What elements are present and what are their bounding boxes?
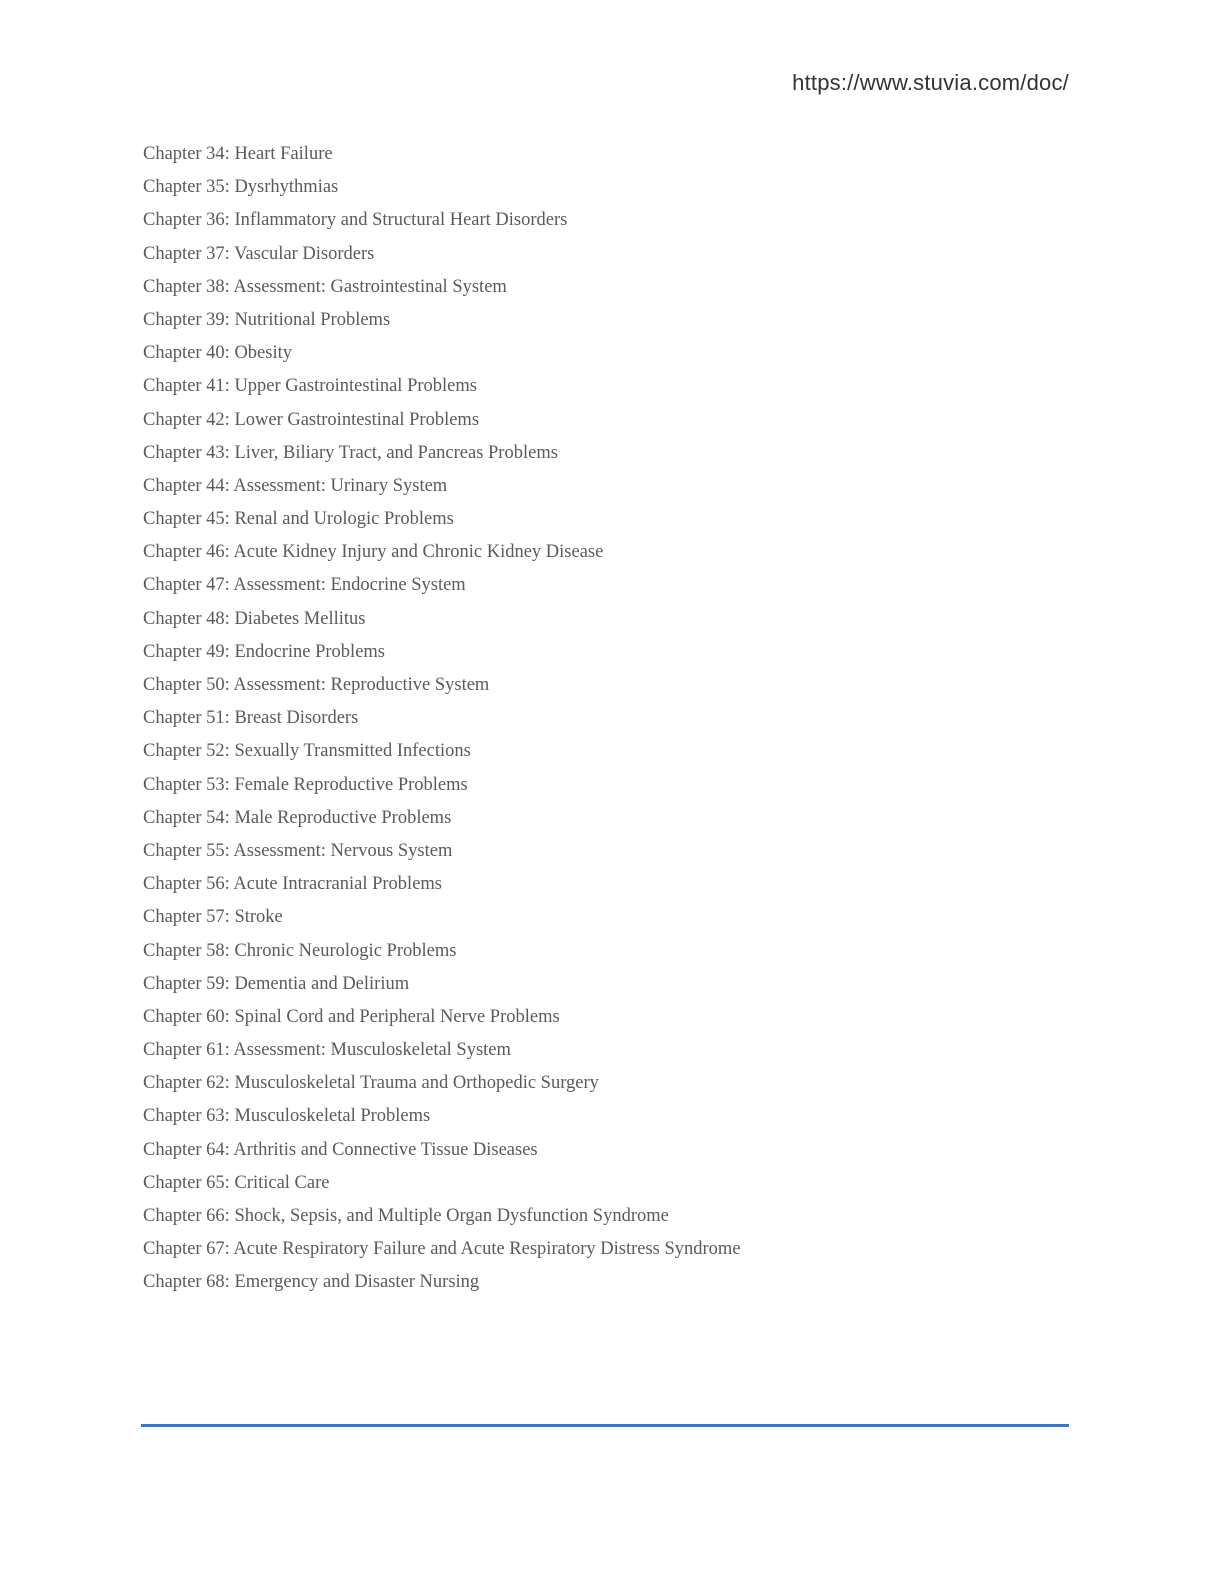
chapter-item: Chapter 35: Dysrhythmias [143,177,339,198]
footer-rule [141,1424,1069,1427]
chapter-item: Chapter 68: Emergency and Disaster Nursing [143,1272,480,1293]
chapter-item: Chapter 37: Vascular Disorders [143,243,375,264]
chapter-item: Chapter 43: Liver, Biliary Tract, and Pancreas Problems [143,442,558,463]
chapter-item: Chapter 62: Musculoskeletal Trauma and Orthopedic Surgery [143,1073,599,1094]
chapter-item: Chapter 46: Acute Kidney Injury and Chronic Kidney Disease [143,542,604,563]
chapter-item: Chapter 54: Male Reproductive Problems [143,807,452,828]
chapter-item: Chapter 50: Assessment: Reproductive System [143,675,490,695]
chapter-item: Chapter 67: Acute Respiratory Failure and Acute Respiratory Distress Syndrome [143,1239,741,1260]
chapter-item: Chapter 47: Assessment: Endocrine System [143,575,466,596]
header-url: https://www.stuvia.com/doc/ [792,70,1069,95]
chapter-item: Chapter 59: Dementia and Delirium [143,973,410,994]
chapter-item: Chapter 55: Assessment: Nervous System [143,840,453,861]
chapter-item: Chapter 65: Critical Care [143,1172,330,1193]
chapter-item: Chapter 51: Breast Disorders [143,708,359,729]
chapter-item: Chapter 61: Assessment: Musculoskeletal System [143,1040,511,1061]
chapter-item: Chapter 58: Chronic Neurologic Problems [143,940,457,961]
chapter-item: Chapter 48: Diabetes Mellitus [143,608,366,629]
chapter-item: Chapter 40: Obesity [143,343,293,364]
chapter-list [143,140,741,1302]
chapter-item: Chapter 42: Lower Gastrointestinal Problems [143,409,480,430]
chapter-item: Chapter 64: Arthritis and Connective Tissue Diseases [143,1139,538,1160]
chapter-item: Chapter 34: Heart Failure [143,144,333,164]
chapter-item: Chapter 57: Stroke [143,907,283,928]
chapter-item: Chapter 49: Endocrine Problems [143,641,385,662]
chapter-item: Chapter 38: Assessment: Gastrointestinal System [143,276,507,297]
chapter-item: Chapter 52: Sexually Transmitted Infections [143,741,471,762]
chapter-item: Chapter 39: Nutritional Problems [143,309,391,330]
chapter-item: Chapter 45: Renal and Urologic Problems [143,509,454,530]
chapter-item: Chapter 66: Shock, Sepsis, and Multiple Organ Dysfunction Syndrome [143,1206,669,1226]
chapter-item: Chapter 36: Inflammatory and Structural Heart Disorders [143,210,568,231]
chapter-item: Chapter 60: Spinal Cord and Peripheral Nerve Problems [143,1006,560,1027]
chapter-item: Chapter 56: Acute Intracranial Problems [143,874,442,895]
chapter-item: Chapter 63: Musculoskeletal Problems [143,1106,431,1127]
chapter-item: Chapter 53: Female Reproductive Problems [143,774,468,795]
chapter-item: Chapter 41: Upper Gastrointestinal Problems [143,376,477,397]
chapter-item: Chapter 44: Assessment: Urinary System [143,475,448,496]
